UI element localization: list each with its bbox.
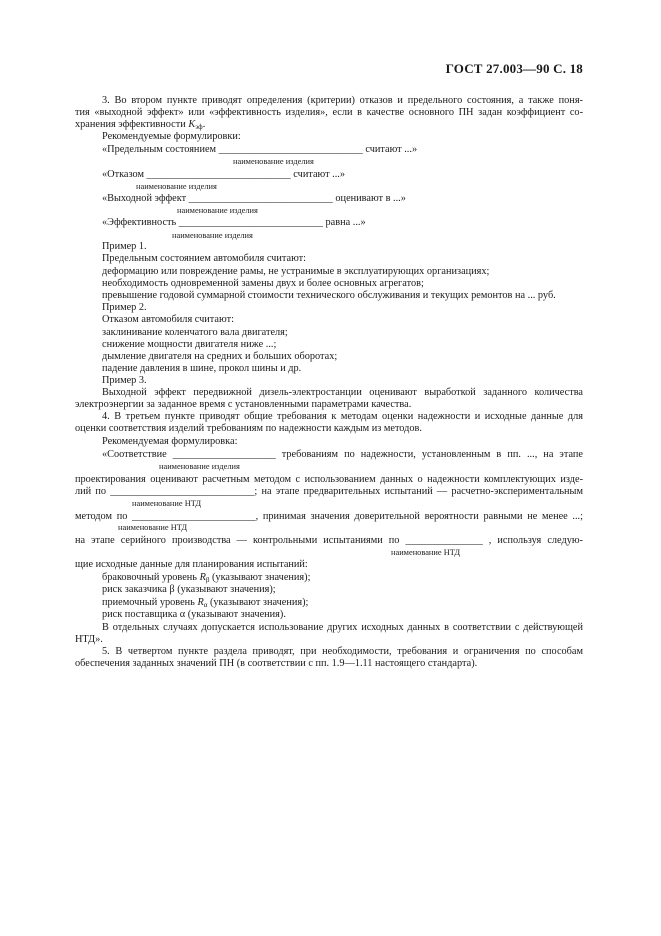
text-line: Выходной эффект передвижной дизель-электростанции оценивают выработкой заданного количества — [102, 387, 583, 398]
text-line: электроэнергии за заданное время с установленными параметрами качества. — [75, 399, 412, 410]
text-line: риск поставщика α (указывают значения). — [102, 609, 286, 620]
text-line: 4. В третьем пункте приводят общие требования к методам оценки надежности и исходные данные для — [102, 411, 583, 422]
text-line: оценки соответствия изделий требованиям по надежности каждым из методов. — [75, 423, 422, 434]
text-line: Рекомендуемые формулировки: — [102, 131, 241, 142]
formula-line: «Эффективность ____________________________ равна ...» — [102, 217, 366, 228]
text-line: дымление двигателя на средних и больших оборотах; — [102, 351, 338, 362]
formula-line: «Отказом ____________________________ считают ...» — [102, 169, 346, 180]
text-line: тия «выходной эффект» или «эффективность изделия», если в качестве основного ПН задан коэффициент со- — [75, 107, 583, 118]
text-line: Пример 1. — [102, 241, 147, 252]
caption: наименование изделия — [233, 157, 314, 166]
text-line: снижение мощности двигателя ниже ...; — [102, 339, 277, 350]
text-line: на этапе серийного производства — контрольными испытаниями по _______________ , используя следую- — [75, 535, 583, 546]
text-line: лий по ____________________________; на этапе предварительных испытаний — расчетно-экспериментальным — [75, 486, 583, 497]
text-line: Отказом автомобиля считают: — [102, 314, 234, 325]
text-line: необходимость одновременной замены двух и более основных агрегатов; — [102, 278, 424, 289]
text-line: 5. В четвертом пункте раздела приводят, при необходимости, требования и ограничения по способам — [102, 646, 583, 657]
text-line: падение давления в шине, прокол шины и др. — [102, 363, 302, 374]
text-line: Пример 3. — [102, 375, 147, 386]
text-line: методом по ________________________, принимая значения доверительной вероятности равными не менее ...; — [75, 511, 583, 522]
caption: наименование изделия — [136, 182, 217, 191]
text-line: НТД». — [75, 634, 103, 645]
text-line: Пример 2. — [102, 302, 147, 313]
text-line: превышение годовой суммарной стоимости технического обслуживания и текущих ремонтов на ... руб. — [102, 290, 556, 301]
caption: наименование изделия — [172, 231, 253, 240]
caption: наименование изделия — [159, 462, 240, 471]
text-line: щие исходные данные для планирования испытаний: — [75, 559, 308, 570]
text-line: В отдельных случаях допускается использование других исходных данных в соответствии с действующей — [102, 622, 583, 633]
text-line: деформацию или повреждение рамы, не устранимые в эксплуатирующих организациях; — [102, 266, 490, 277]
text-line: Предельным состоянием автомобиля считают: — [102, 253, 306, 264]
caption: наименование НТД — [118, 523, 188, 532]
text-line: хранения эффективности $K_{эф}$. — [75, 119, 206, 131]
formula-line: «Выходной эффект ____________________________ оценивают в ...» — [102, 193, 406, 204]
text-line: проектирования оценивают расчетным методом с использованием данных о надежности комплектующих изде- — [75, 474, 583, 485]
caption: наименование НТД — [132, 499, 202, 508]
caption: наименование НТД — [391, 548, 461, 557]
formula-line: «Предельным состоянием ____________________________ считают ...» — [102, 144, 418, 155]
text-line: 3. Во втором пункте приводят определения (критерии) отказов и предельного состояния, а также поня- — [102, 95, 583, 106]
page-header: ГОСТ 27.003—90 С. 18 — [445, 61, 583, 76]
text-line: заклинивание коленчатого вала двигателя; — [102, 327, 288, 338]
text-line: обеспечения заданных значений ПН (в соответствии с пп. 1.9—1.11 настоящего стандарта). — [75, 658, 478, 669]
text-line: «Соответствие ____________________ требованиям по надежности, установленным в пп. ..., на этапе — [102, 449, 583, 460]
caption: наименование изделия — [177, 206, 258, 215]
text-line: приемочный уровень $R_\alpha$ (указывают значения); — [102, 597, 309, 609]
text-line: риск заказчика β (указывают значения); — [102, 584, 276, 595]
text-line: браковочный уровень $R_\beta$ (указывают значения); — [102, 572, 311, 584]
text-line: Рекомендуемая формулировка: — [102, 436, 238, 447]
